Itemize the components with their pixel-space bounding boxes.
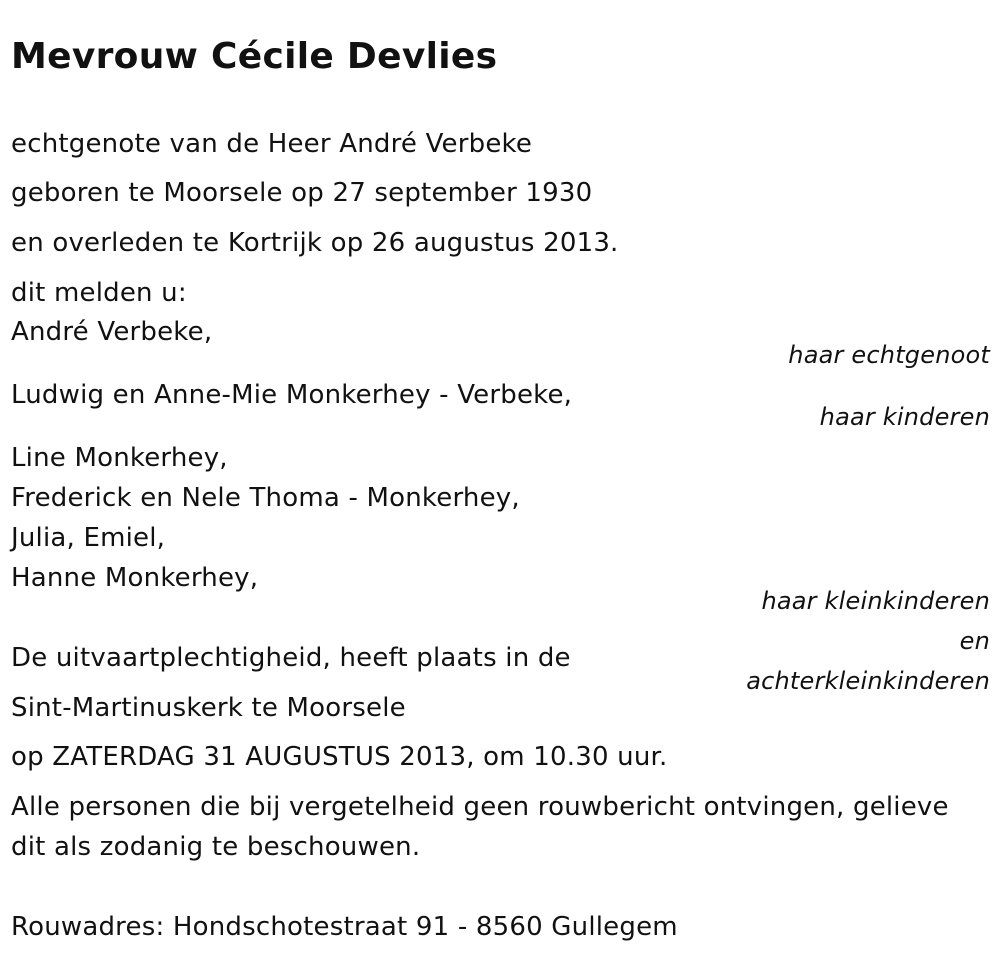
ceremony-line: Sint-Martinuskerk te Moorsele: [11, 693, 406, 723]
role-grandchildren-line: en: [959, 627, 990, 655]
role-grandchildren-line: haar kleinkinderen: [761, 587, 990, 615]
ceremony-date-line: op ZATERDAG 31 AUGUSTUS 2013, om 10.30 uur.: [11, 742, 668, 772]
role-children: haar kinderen: [819, 403, 990, 431]
mourning-address: Rouwadres: Hondschotestraat 91 - 8560 Gullegem: [11, 912, 678, 942]
grandchild-line: Hanne Monkerhey,: [11, 563, 259, 593]
grandchild-line: Frederick en Nele Thoma - Monkerhey,: [11, 483, 520, 513]
grandchild-line: Julia, Emiel,: [11, 523, 166, 553]
family-children: Ludwig en Anne-Mie Monkerhey - Verbeke,: [11, 380, 573, 410]
role-grandchildren-line: achterkleinkinderen: [746, 667, 990, 695]
announcement-line: dit melden u:: [11, 278, 187, 308]
intro-line-birth: geboren te Moorsele op 27 september 1930: [11, 178, 593, 208]
intro-line-spouse: echtgenote van de Heer André Verbeke: [11, 129, 533, 159]
role-spouse: haar echtgenoot: [788, 341, 990, 369]
grandchild-line: Line Monkerhey,: [11, 443, 228, 473]
deceased-name-title: Mevrouw Cécile Devlies: [11, 36, 498, 77]
notice-line: Alle personen die bij vergetelheid geen rouwbericht ontvingen, gelieve: [11, 792, 949, 822]
family-spouse: André Verbeke,: [11, 317, 213, 347]
notice-line: dit als zodanig te beschouwen.: [11, 832, 421, 862]
ceremony-line: De uitvaartplechtigheid, heeft plaats in de: [11, 643, 571, 673]
intro-line-death: en overleden te Kortrijk op 26 augustus 2013.: [11, 228, 619, 258]
